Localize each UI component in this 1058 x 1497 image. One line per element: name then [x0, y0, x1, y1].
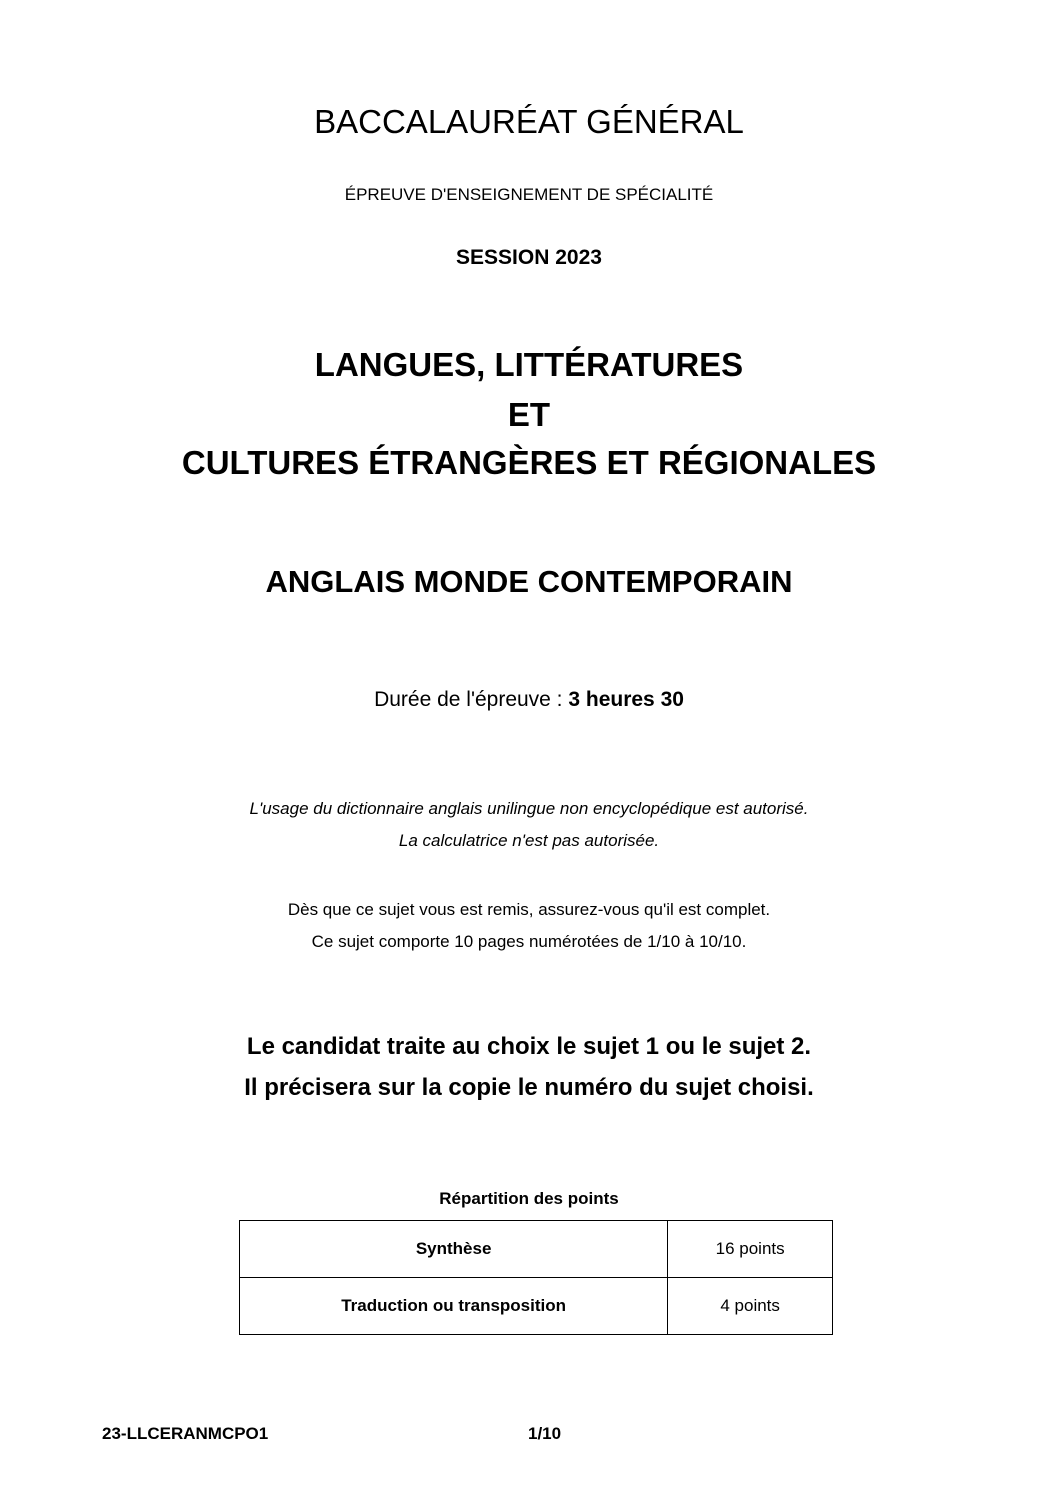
footer-page-number: 1/10: [528, 1424, 562, 1443]
duration-line: [0, 687, 1058, 713]
session-label: SESSION 2023: [456, 246, 602, 269]
points-row-value: 16 points: [668, 1221, 833, 1278]
table-row: [240, 1221, 833, 1278]
exam-type-title: BACCALAURÉAT GÉNÉRAL: [314, 103, 744, 140]
duration-label: Durée de l'épreuve :: [374, 688, 569, 711]
points-row-label: Synthèse: [240, 1221, 668, 1278]
completeness-check: Dès que ce sujet vous est remis, assurez-vous qu'il est complet.: [287, 900, 771, 919]
footer-subject-code: 23-LLCERANMCPO1: [102, 1424, 269, 1443]
points-table: [239, 1220, 833, 1335]
subject-title-line-2: ET: [507, 396, 551, 433]
dictionary-instruction: L'usage du dictionnaire anglais unilingue non encyclopédique est autorisé.: [249, 799, 809, 818]
calculator-instruction: La calculatrice n'est pas autorisée.: [398, 831, 660, 850]
duration-value: 3 heures 30: [568, 688, 684, 711]
subject-title-line-1: LANGUES, LITTÉRATURES: [314, 346, 744, 383]
choice-instruction-line-1: Le candidat traite au choix le sujet 1 ou le sujet 2.: [246, 1033, 812, 1060]
points-row-label: Traduction ou transposition: [240, 1278, 668, 1335]
points-table-title: Répartition des points: [439, 1189, 619, 1208]
table-row: [240, 1278, 833, 1335]
specialty-title: ANGLAIS MONDE CONTEMPORAIN: [265, 564, 793, 599]
choice-instruction-line-2: Il précisera sur la copie le numéro du sujet choisi.: [244, 1074, 814, 1101]
page-count-note: Ce sujet comporte 10 pages numérotées de 1/10 à 10/10.: [311, 932, 747, 951]
subject-title-line-3: CULTURES ÉTRANGÈRES ET RÉGIONALES: [181, 444, 877, 481]
points-row-value: 4 points: [668, 1278, 833, 1335]
epreuve-subtitle: ÉPREUVE D'ENSEIGNEMENT DE SPÉCIALITÉ: [344, 185, 714, 204]
